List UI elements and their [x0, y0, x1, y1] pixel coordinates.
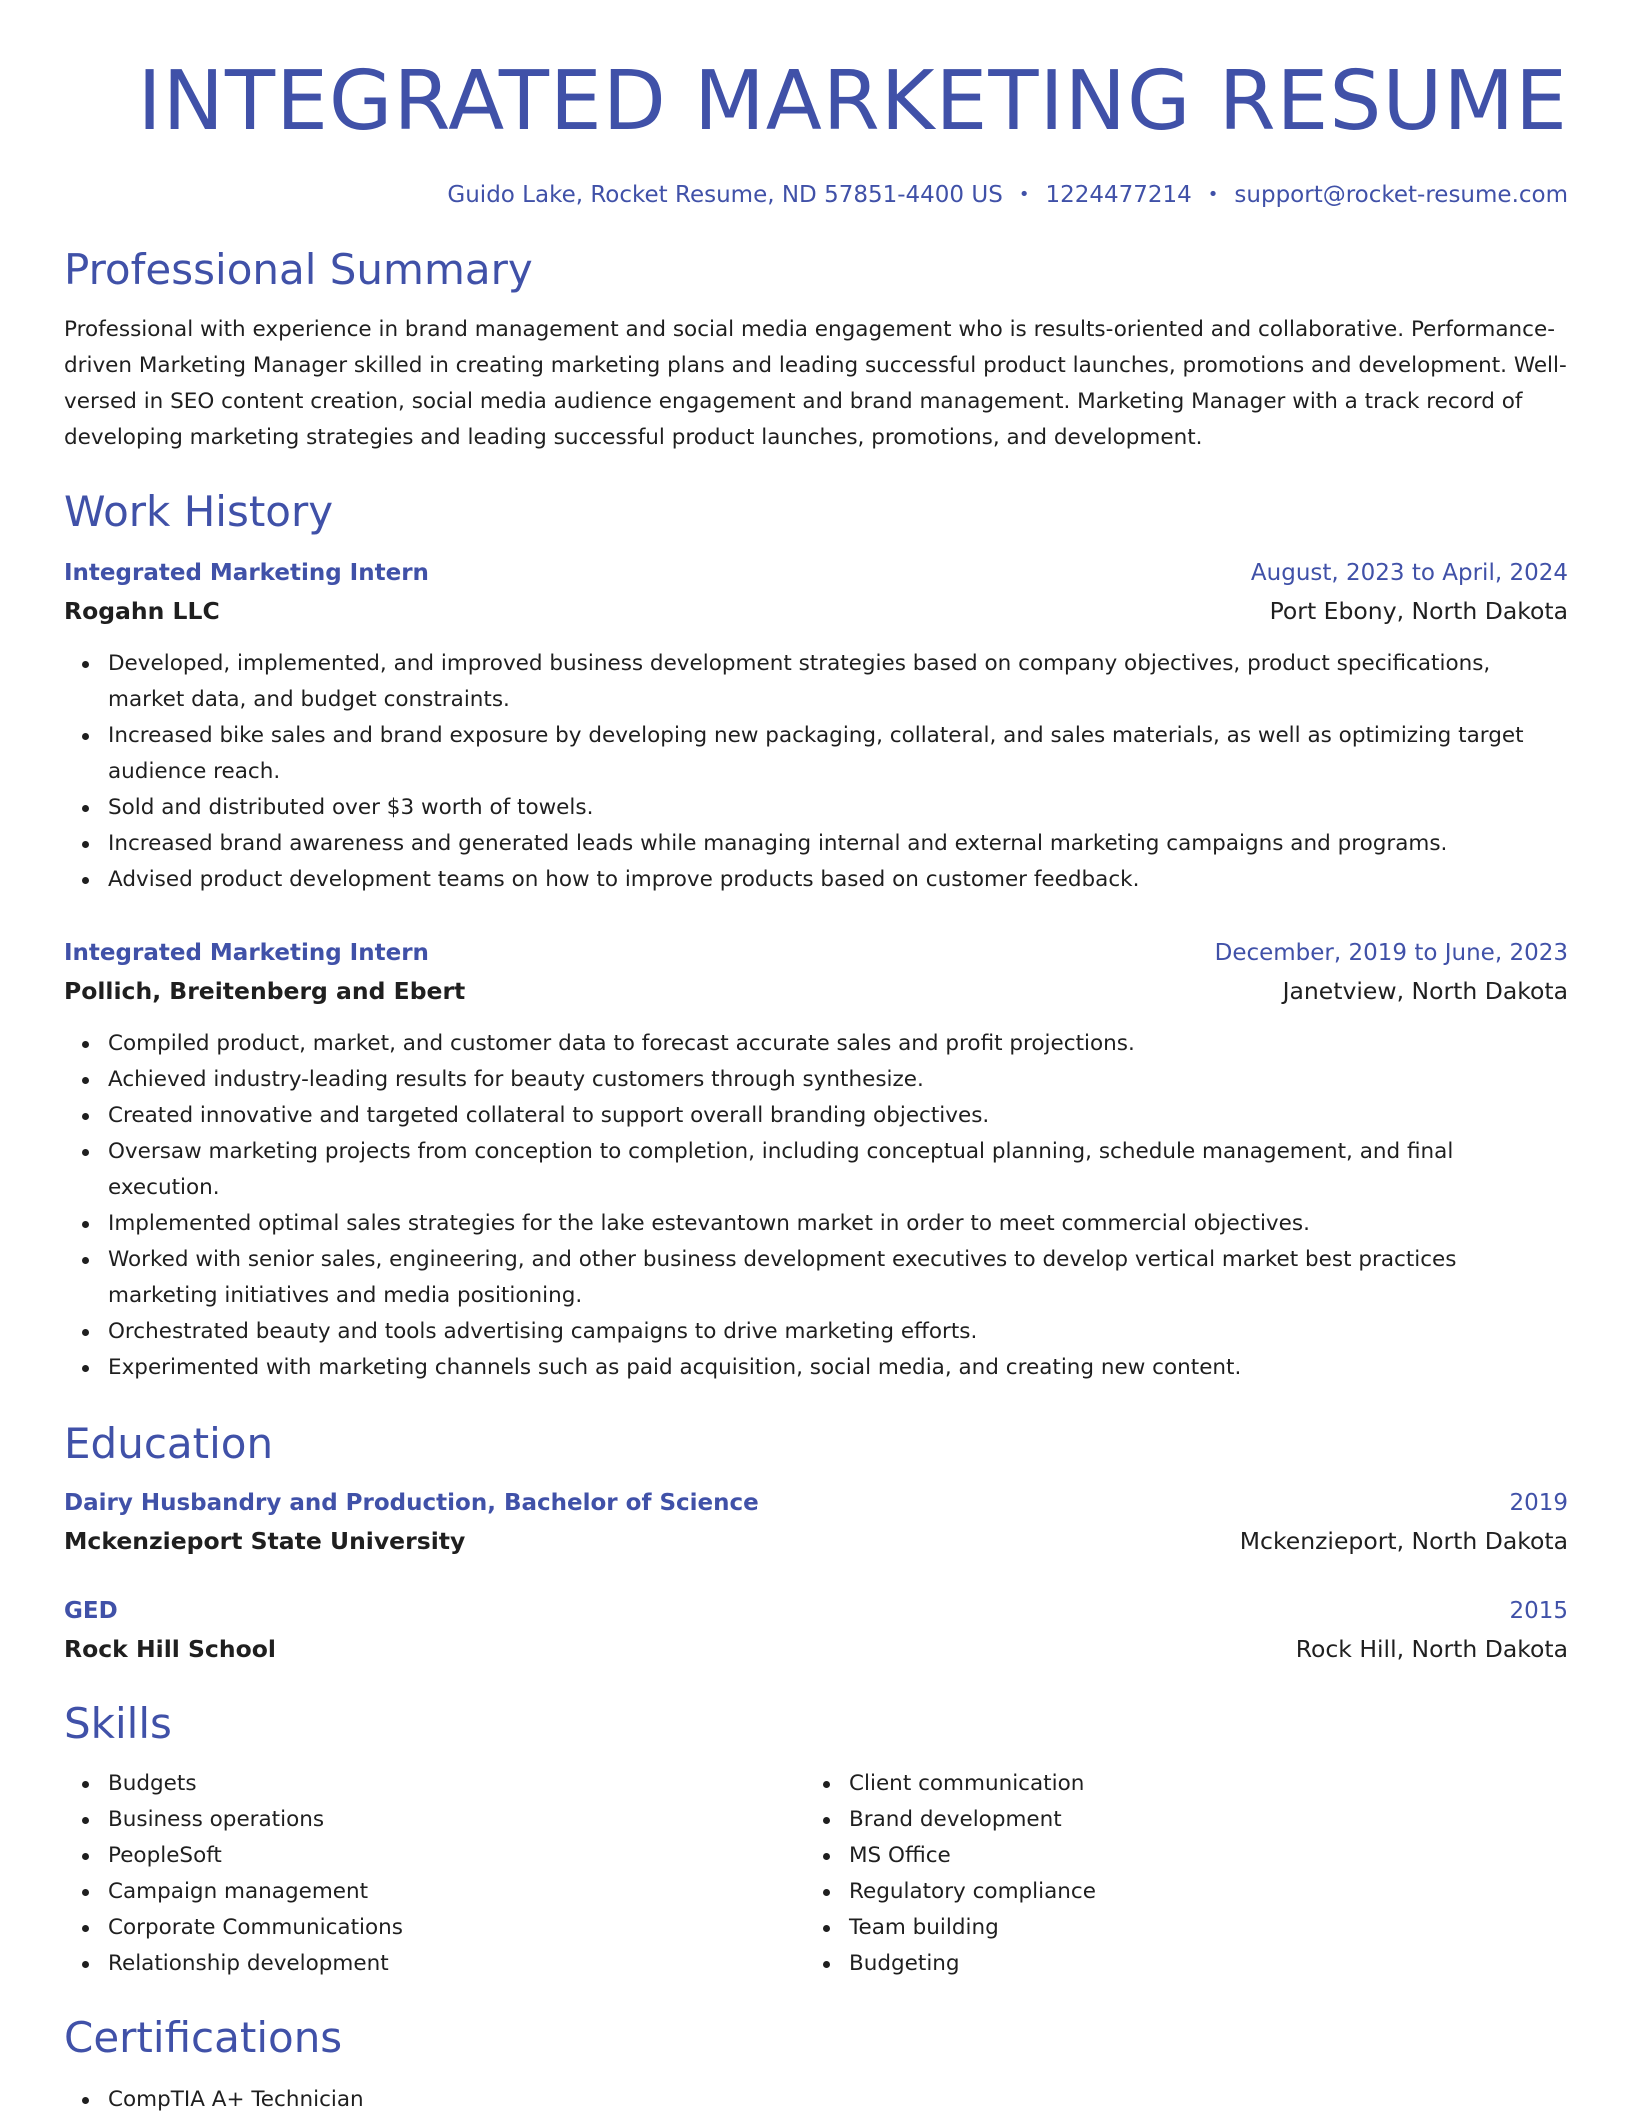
work-history-section: [64, 486, 1568, 1386]
list-item: Client communication: [849, 1766, 1546, 1802]
degree-row: [64, 1486, 1568, 1520]
section-heading-education: Education: [64, 1419, 274, 1468]
list-item: Implemented optimal sales strategies for the lake estevantown market in order to meet commercial objectives.: [108, 1206, 1568, 1242]
contact-line: [64, 180, 1568, 210]
section-heading-work-history: Work History: [64, 487, 334, 536]
contact-address: Guido Lake, Rocket Resume, ND 57851-4400 US: [447, 182, 1003, 208]
job-title-row: [64, 556, 1568, 590]
list-item: Sold and distributed over $3 worth of towels.: [108, 790, 1568, 826]
list-item: Advised product development teams on how to improve products based on customer feedback.: [108, 862, 1568, 898]
list-item: Created innovative and targeted collateral to support overall branding objectives.: [108, 1098, 1568, 1134]
school-name: Rock Hill School: [64, 1635, 276, 1663]
job-dates: December, 2019 to June, 2023: [1214, 940, 1568, 966]
education-entry: [64, 1594, 1568, 1666]
certifications-list: [64, 2082, 1568, 2118]
list-item: Oversaw marketing projects from conception to completion, including conceptual planning, schedule management, and final execution.: [108, 1134, 1568, 1206]
section-heading-certifications: Certifications: [64, 2013, 343, 2062]
list-item: Team building: [849, 1910, 1546, 1946]
job-company: Rogahn LLC: [64, 597, 220, 625]
job-entry: [64, 936, 1568, 1386]
job-bullets: [64, 646, 1568, 898]
contact-email: support@rocket-resume.com: [1234, 182, 1568, 208]
section-heading-summary: Professional Summary: [64, 245, 533, 294]
list-item: Regulatory compliance: [849, 1874, 1546, 1910]
education-section: [64, 1418, 1568, 1666]
contact-phone: 1224477214: [1045, 182, 1192, 208]
list-item: Relationship development: [108, 1946, 805, 1982]
school-location: Mckenzieport, North Dakota: [1239, 1527, 1568, 1555]
list-item: Budgeting: [849, 1946, 1546, 1982]
job-bullets: [64, 1026, 1568, 1386]
school-name: Mckenzieport State University: [64, 1527, 466, 1555]
degree-row: [64, 1594, 1568, 1628]
list-item: CompTIA A+ Technician: [108, 2082, 1568, 2118]
job-company-row: [64, 594, 1568, 628]
list-item: Brand development: [849, 1802, 1546, 1838]
job-dates: August, 2023 to April, 2024: [1250, 560, 1568, 586]
degree-name: Dairy Husbandry and Production, Bachelor of Science: [64, 1490, 759, 1516]
job-location: Port Ebony, North Dakota: [1269, 597, 1568, 625]
list-item: Compiled product, market, and customer data to forecast accurate sales and profit projections.: [108, 1026, 1568, 1062]
skills-section: [64, 1698, 1568, 1982]
document-title: INTEGRATED MARKETING RESUME: [137, 54, 1568, 149]
section-heading-skills: Skills: [64, 1699, 172, 1748]
list-item: Increased bike sales and brand exposure by developing new packaging, collateral, and sales materials, as well as optimizing target audience reach.: [108, 718, 1568, 790]
list-item: Budgets: [108, 1766, 805, 1802]
graduation-year: 2015: [1509, 1598, 1568, 1624]
list-item: Orchestrated beauty and tools advertising campaigns to drive marketing efforts.: [108, 1314, 1568, 1350]
degree-name: GED: [64, 1598, 118, 1624]
summary-text: Professional with experience in brand management and social media engagement who is results-oriented and collaborative. Performance-driven Marketing Manager skilled in creating marketing plans and leading successful product launches, promotions and development. Well-versed in SEO content creation, social media audience engagement and brand management. Marketing Manager with a track record of developing marketing strategies and leading successful product launches, promotions, and development.: [64, 317, 1567, 450]
certifications-section: [64, 2012, 1568, 2118]
graduation-year: 2019: [1509, 1490, 1568, 1516]
skills-column-left: [64, 1766, 805, 1982]
skills-grid: [64, 1766, 1568, 1982]
contact-separator: •: [1018, 184, 1030, 205]
resume-header: [64, 52, 1568, 210]
job-entry: [64, 556, 1568, 898]
skills-column-right: [805, 1766, 1546, 1982]
school-row: [64, 1524, 1568, 1558]
list-item: Achieved industry-leading results for beauty customers through synthesize.: [108, 1062, 1568, 1098]
list-item: Corporate Communications: [108, 1910, 805, 1946]
list-item: Campaign management: [108, 1874, 805, 1910]
job-title: Integrated Marketing Intern: [64, 940, 429, 966]
job-company: Pollich, Breitenberg and Ebert: [64, 977, 466, 1005]
education-entry: [64, 1486, 1568, 1558]
list-item: PeopleSoft: [108, 1838, 805, 1874]
contact-separator: •: [1207, 184, 1219, 205]
job-company-row: [64, 974, 1568, 1008]
list-item: Business operations: [108, 1802, 805, 1838]
job-title-row: [64, 936, 1568, 970]
list-item: Experimented with marketing channels such as paid acquisition, social media, and creating new content.: [108, 1350, 1568, 1386]
school-location: Rock Hill, North Dakota: [1295, 1635, 1568, 1663]
list-item: MS Office: [849, 1838, 1546, 1874]
job-location: Janetview, North Dakota: [1282, 977, 1568, 1005]
list-item: Worked with senior sales, engineering, and other business development executives to develop vertical market best practices marketing initiatives and media positioning.: [108, 1242, 1568, 1314]
school-row: [64, 1632, 1568, 1666]
list-item: Increased brand awareness and generated leads while managing internal and external marketing campaigns and programs.: [108, 826, 1568, 862]
summary-section: [64, 244, 1568, 456]
job-title: Integrated Marketing Intern: [64, 560, 429, 586]
list-item: Developed, implemented, and improved business development strategies based on company objectives, product specifications, market data, and budget constraints.: [108, 646, 1568, 718]
